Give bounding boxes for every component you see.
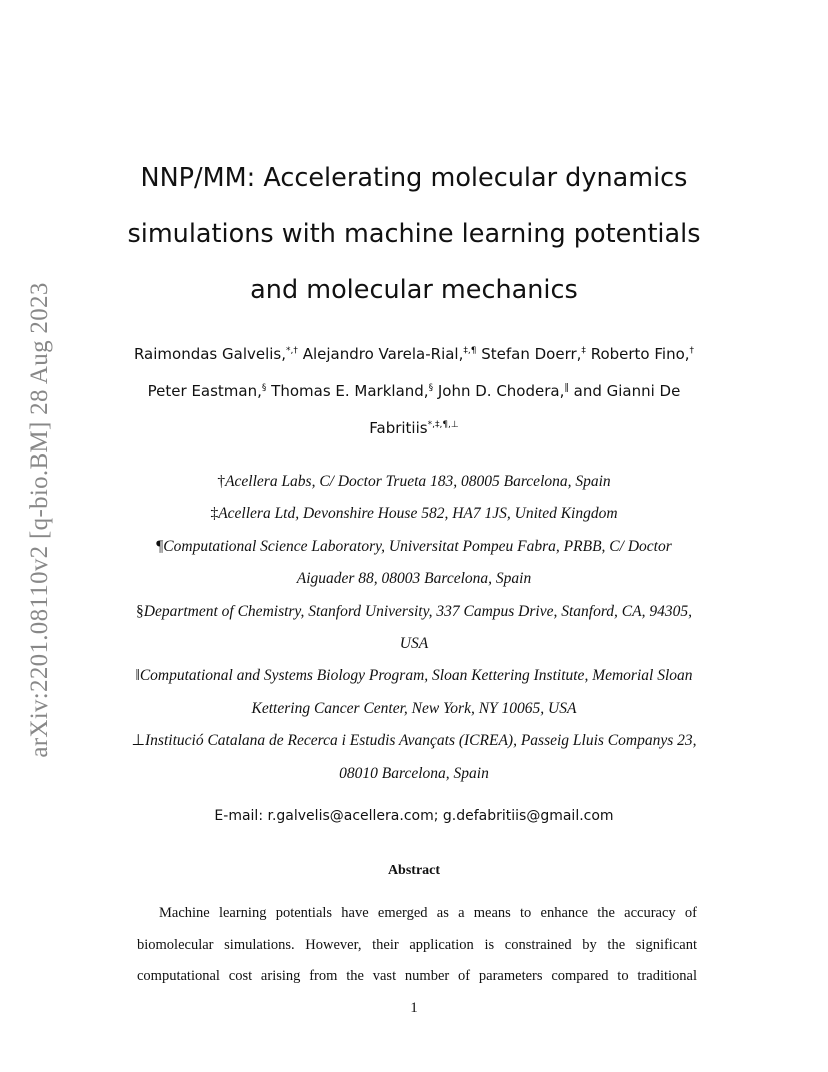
affiliation-text: 08010 Barcelona, Spain — [339, 764, 489, 782]
affiliation-text: Kettering Cancer Center, New York, NY 10065, USA — [251, 699, 577, 717]
affiliation-line — [70, 531, 758, 563]
page-number: 1 — [410, 1000, 418, 1016]
affiliation-symbol: ‡ — [210, 505, 219, 523]
abstract-body — [137, 898, 697, 993]
affiliation-list — [70, 466, 758, 790]
contact-email — [80, 808, 748, 824]
affiliation-line — [70, 758, 758, 790]
author-affiliation-marks: ‡ — [581, 346, 586, 356]
affiliation-text: Institució Catalana de Recerca i Estudis Avançats (ICREA), Passeig Lluis Companys 23, — [145, 732, 697, 750]
author-name: Alejandro Varela-Rial, — [302, 345, 464, 363]
author-name-prefix: and Gianni De — [573, 382, 681, 400]
affiliation-text: USA — [399, 635, 429, 653]
email-label: E-mail: — [214, 808, 264, 824]
author-affiliation-marks: † — [689, 346, 695, 356]
author-name: Roberto Fino, — [590, 345, 690, 363]
author-list — [80, 336, 748, 447]
abstract-line: Machine learning potentials have emerged as a means to enhance the accuracy of — [159, 905, 697, 921]
affiliation-symbol: ¶ — [156, 537, 164, 555]
affiliation-symbol: † — [217, 473, 226, 490]
author-name: Thomas E. Markland, — [271, 382, 429, 400]
affiliation-text: Acellera Ltd, Devonshire House 582, HA7 1JS, United Kingdom — [218, 505, 618, 523]
abstract-line: computational cost arising from the vast number of parameters compared to traditional — [137, 968, 697, 984]
affiliation-line — [70, 628, 758, 660]
author-name: Raimondas Galvelis, — [133, 345, 287, 363]
affiliation-text: Acellera Labs, C/ Doctor Trueta 183, 08005 Barcelona, Spain — [225, 473, 611, 490]
affiliation-line — [70, 596, 758, 628]
title-line: simulations with machine learning potentials — [127, 219, 701, 249]
author-affiliation-marks: ‡,¶ — [463, 346, 477, 356]
affiliation-line — [70, 498, 758, 530]
title-line: NNP/MM: Accelerating molecular dynamics — [140, 163, 688, 193]
affiliation-text: Aiguader 88, 08003 Barcelona, Spain — [296, 570, 532, 588]
affiliation-line — [70, 660, 758, 692]
affiliation-symbol: ⊥ — [131, 732, 146, 750]
author-affiliation-marks: § — [428, 383, 434, 393]
affiliation-line — [70, 693, 758, 725]
affiliation-symbol: § — [136, 602, 144, 620]
author-affiliation-marks: § — [261, 383, 267, 393]
abstract-heading: Abstract — [387, 863, 441, 878]
author-line — [80, 373, 748, 410]
author-affiliation-marks: *,† — [286, 346, 298, 356]
author-name: Stefan Doerr, — [481, 345, 582, 363]
affiliation-text: Department of Chemistry, Stanford University, 337 Campus Drive, Stanford, CA, 94305, — [143, 602, 692, 620]
affiliation-line — [70, 725, 758, 757]
affiliation-text: Computational Science Laboratory, Universitat Pompeu Fabra, PRBB, C/ Doctor — [163, 537, 672, 555]
author-name: Fabritiis — [369, 419, 428, 437]
affiliation-symbol: ‖ — [135, 667, 140, 685]
author-affiliation-marks: *,‡,¶,⊥ — [427, 420, 459, 430]
arxiv-identifier-stamp: arXiv:2201.08110v2 [q-bio.BM] 28 Aug 2023 — [26, 282, 53, 758]
affiliation-text: Computational and Systems Biology Program, Sloan Kettering Institute, Memorial Sloan — [139, 667, 693, 685]
affiliation-line — [70, 466, 758, 498]
author-name: John D. Chodera, — [437, 382, 565, 400]
affiliation-line — [70, 563, 758, 595]
email-addresses[interactable]: r.galvelis@acellera.com; g.defabritiis@gmail.com — [267, 808, 614, 824]
author-line — [80, 410, 748, 447]
paper-title — [60, 150, 768, 318]
author-affiliation-marks: ‖ — [564, 383, 569, 393]
title-line: and molecular mechanics — [250, 275, 578, 305]
author-name: Peter Eastman, — [147, 382, 262, 400]
abstract-line: biomolecular simulations. However, their application is constrained by the significant — [137, 936, 697, 953]
author-line — [80, 336, 748, 373]
